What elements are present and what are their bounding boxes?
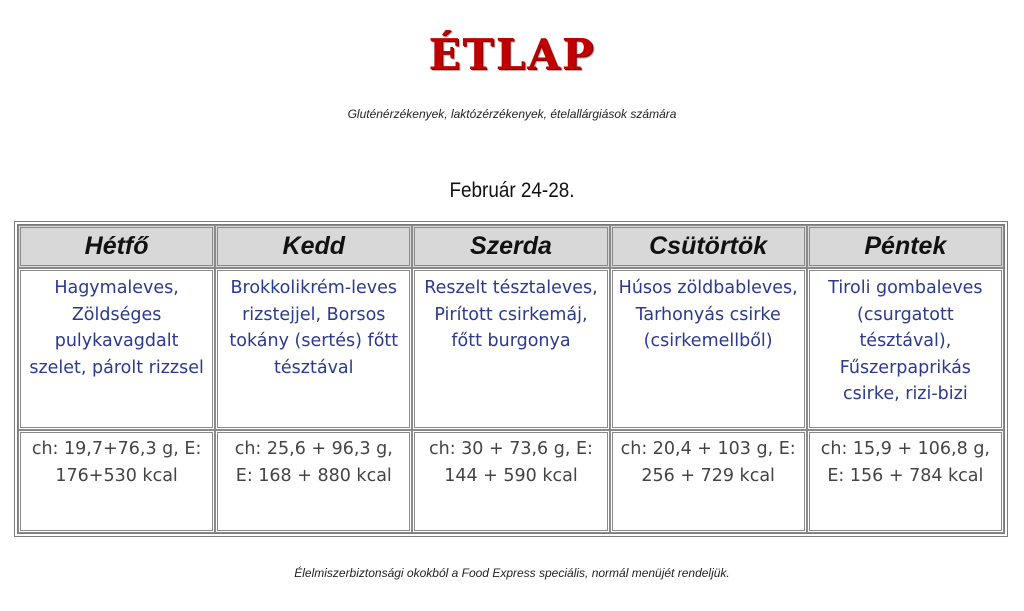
day-header-row (18, 225, 1004, 268)
nutrition-cell-tuesday: ch: 25,6 + 96,3 g, E: 168 + 880 kcal (215, 430, 412, 533)
nutrition-row (18, 430, 1004, 533)
dish-cell-tuesday: Brokkolikrém-leves rizstejjel, Borsos tokány (sertés) főtt tésztával (215, 268, 412, 430)
nutrition-cell-monday: ch: 19,7+76,3 g, E: 176+530 kcal (18, 430, 215, 533)
nutrition-cell-wednesday: ch: 30 + 73,6 g, E: 144 + 590 kcal (412, 430, 609, 533)
nutrition-cell-friday: ch: 15,9 + 106,8 g, E: 156 + 784 kcal (807, 430, 1004, 533)
day-header-friday: Péntek (807, 225, 1004, 268)
nutrition-cell-thursday: ch: 20,4 + 103 g, E: 256 + 729 kcal (610, 430, 807, 533)
dish-cell-thursday: Húsos zöldbableves, Tarhonyás csirke (csirkemellből) (610, 268, 807, 430)
dish-row (18, 268, 1004, 430)
day-header-wednesday: Szerda (412, 225, 609, 268)
day-header-thursday: Csütörtök (610, 225, 807, 268)
dish-cell-monday: Hagymaleves, Zöldséges pulykavagdalt szelet, párolt rizzsel (18, 268, 215, 430)
page-title: ÉTLAP (428, 30, 596, 79)
day-header-monday: Hétfő (18, 225, 215, 268)
footer-note: Élelmiszerbiztonsági okokból a Food Express speciális, normál menüjét rendeljük. (294, 566, 730, 580)
dish-cell-friday: Tiroli gombaleves (csurgatott tésztával), Fűszerpaprikás csirke, rizi-bizi (807, 268, 1004, 430)
date-range: Február 24-28. (449, 179, 575, 202)
page-subtitle: Gluténérzékenyek, laktózérzékenyek, ételallárgiások számára (347, 107, 677, 121)
weekly-menu-table (14, 221, 1008, 537)
day-header-tuesday: Kedd (215, 225, 412, 268)
dish-cell-wednesday: Reszelt tésztaleves, Pirított csirkemáj, főtt burgonya (412, 268, 609, 430)
